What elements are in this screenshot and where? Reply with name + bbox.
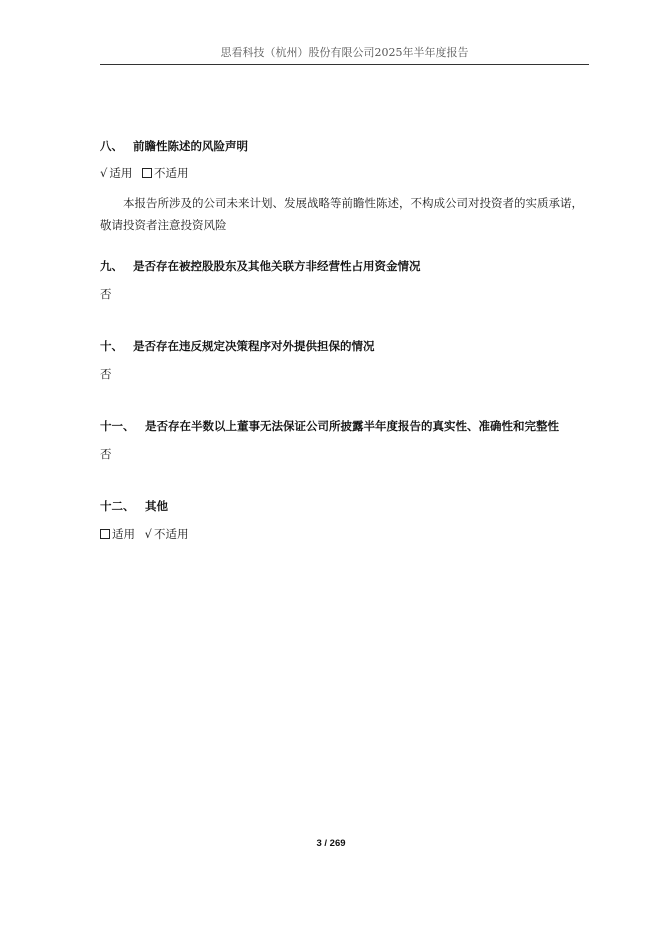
section-8-applicability [100,165,188,181]
option-not-applicable-label: 不适用 [153,166,189,180]
option-not-applicable-label: 不适用 [153,527,189,541]
empty-checkbox-icon [100,529,110,539]
section-11-number: 十一、 [100,419,135,433]
section-10-title: 是否存在违反规定决策程序对外提供担保的情况 [133,339,375,353]
option-applicable-label: 适用 [112,527,135,541]
risk-statement-paragraph [100,192,589,236]
section-8-number: 八、 [100,139,123,153]
section-12-heading [100,498,168,514]
risk-statement-line-2: 敬请投资者注意投资风险 [100,218,227,232]
section-11-title: 是否存在半数以上董事无法保证公司所披露半年度报告的真实性、准确性和完整性 [145,419,560,433]
section-12-title: 其他 [145,499,169,513]
option-applicable-label: 适用 [109,166,133,180]
section-10-heading [100,338,375,354]
section-10-answer: 否 [100,367,112,381]
section-9-title: 是否存在被控股股东及其他关联方非经营性占用资金情况 [133,259,421,273]
empty-checkbox-icon [142,168,152,178]
page-header-title: 思看科技（杭州）股份有限公司2025年半年度报告 [220,46,469,59]
section-8-title: 前瞻性陈述的风险声明 [133,139,249,153]
section-9-number: 九、 [100,259,123,273]
section-8-heading [100,138,248,154]
check-mark-icon: √ [100,166,108,180]
section-10-number: 十、 [100,339,123,353]
section-11-answer: 否 [100,447,112,461]
section-12-number: 十二、 [100,499,135,513]
page-number: 3 / 269 [316,838,346,849]
check-mark-icon: √ [144,527,152,541]
section-9-answer: 否 [100,287,112,301]
section-12-applicability [100,526,188,542]
section-9-heading [100,258,421,274]
header-divider [100,64,589,65]
risk-statement-line-1: 本报告所涉及的公司未来计划、发展战略等前瞻性陈述，不构成公司对投资者的实质承诺， [123,196,583,210]
section-11-heading [100,418,559,434]
